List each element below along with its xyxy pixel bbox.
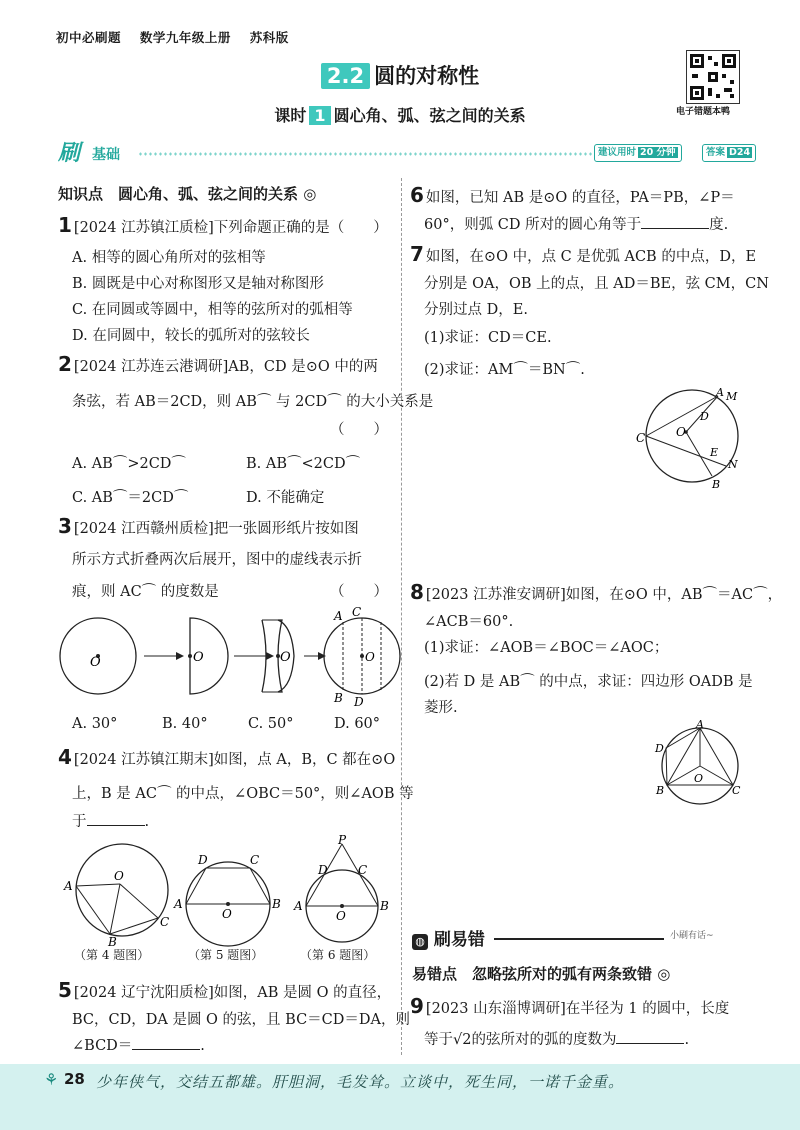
q6-line2-end: 度. bbox=[709, 217, 729, 233]
svg-text:O: O bbox=[222, 907, 232, 921]
svg-text:C: C bbox=[732, 784, 741, 797]
q3-option-d: D. 60° bbox=[334, 716, 381, 732]
q3-line1: [2024 江西赣州质检]把一张圆形纸片按如图 bbox=[73, 521, 359, 537]
svg-text:O: O bbox=[336, 909, 346, 923]
error-point-text: 易错点 忽略弦所对的弧有两条致错 bbox=[412, 965, 653, 983]
page-number: 28 bbox=[64, 1070, 85, 1088]
svg-text:C: C bbox=[250, 853, 260, 867]
section-title bbox=[0, 60, 800, 90]
q8-line1: [2023 江苏淮安调研]如图，在⊙O 中，AB⌒＝AC⌒， bbox=[425, 587, 783, 603]
svg-text:B: B bbox=[380, 899, 389, 913]
svg-text:B: B bbox=[108, 935, 117, 949]
svg-text:O: O bbox=[676, 425, 686, 439]
svg-text:D: D bbox=[655, 742, 664, 755]
q6-stem bbox=[410, 183, 735, 207]
svg-text:D: D bbox=[700, 410, 709, 423]
book-subject: 数学九年级上册 bbox=[139, 30, 231, 45]
svg-text:A: A bbox=[696, 718, 704, 731]
q2-line1: [2024 江苏连云港调研]AB，CD 是⊙O 中的两 bbox=[73, 359, 378, 375]
svg-text:D: D bbox=[198, 853, 208, 867]
q2-number: 2 bbox=[58, 352, 72, 376]
error-icon: ◍ bbox=[412, 934, 428, 950]
q1-number: 1 bbox=[58, 213, 72, 237]
answer-label: 答案 bbox=[706, 147, 726, 158]
q3-line2: 所示方式折叠两次后展开，图中的虚线表示折 bbox=[72, 552, 362, 568]
svg-text:O: O bbox=[365, 650, 375, 664]
knowledge-point-text: 知识点 圆心角、弧、弦之间的关系 bbox=[58, 185, 299, 203]
banner-title: 刷 bbox=[58, 141, 81, 166]
svg-text:N: N bbox=[728, 458, 738, 471]
q4-line1: [2024 江苏镇江期末]如图，点 A，B，C 都在⊙O bbox=[73, 752, 396, 768]
knowledge-point bbox=[58, 183, 316, 204]
book-edition: 苏科版 bbox=[249, 30, 289, 45]
svg-text:A: A bbox=[174, 897, 183, 911]
error-title-text: 刷易错 bbox=[433, 930, 485, 950]
q3-option-c: C. 50° bbox=[248, 716, 294, 732]
svg-text:B: B bbox=[712, 478, 721, 491]
q2-option-b: B. AB⌒<2CD⌒ bbox=[246, 456, 361, 472]
svg-text:E: E bbox=[710, 446, 719, 459]
q6-line2-text: 60°，则弧 CD 所对的圆心角等于 bbox=[424, 217, 642, 233]
footer-motto: 少年侠气，交结五都雄。肝胆洞，毛发耸。立谈中，死生同，一诺千金重。 bbox=[96, 1073, 625, 1091]
target-icon: ◎ bbox=[657, 965, 671, 983]
caption-fig6: （第 6 题图） bbox=[300, 948, 376, 962]
q7-sub2: (2)求证：AM⌒＝BN⌒. bbox=[424, 362, 585, 378]
q7-line1: 如图，在⊙O 中，点 C 是优弧 ACB 的中点，D，E bbox=[425, 249, 757, 265]
answer-value: D24 bbox=[729, 147, 751, 158]
q9-line2-text: 等于√2的弦所对的弧的度数为 bbox=[424, 1032, 617, 1048]
q5-number: 5 bbox=[58, 978, 72, 1002]
svg-text:C: C bbox=[352, 605, 362, 619]
svg-text:A: A bbox=[334, 609, 343, 623]
q7-number: 7 bbox=[410, 242, 424, 266]
svg-text:B: B bbox=[656, 784, 665, 797]
q4-line3: 于 . bbox=[72, 814, 150, 830]
q5-stem bbox=[58, 978, 391, 1002]
q9-answer-blank[interactable] bbox=[616, 1031, 684, 1044]
svg-text:B: B bbox=[272, 897, 281, 911]
book-title: 初中必刷题 bbox=[56, 30, 122, 45]
book-header bbox=[56, 28, 303, 46]
q1-option-c: C. 在同圆或等圆中，相等的弦所对的弧相等 bbox=[72, 302, 353, 318]
q4-number: 4 bbox=[58, 745, 72, 769]
banner-subtitle: 基础 bbox=[92, 147, 120, 163]
time-label: 建议用时 bbox=[598, 147, 637, 158]
qr-code-icon[interactable] bbox=[686, 50, 740, 104]
svg-text:C: C bbox=[636, 431, 646, 445]
q9-number: 9 bbox=[410, 994, 424, 1018]
q7-figure bbox=[636, 384, 750, 491]
svg-text:C: C bbox=[358, 863, 368, 877]
q4-answer-blank[interactable] bbox=[87, 813, 145, 826]
q7-line2: 分别是 OA，OB 上的点，且 AD＝BE，弦 CM，CN bbox=[424, 276, 769, 292]
bookmark-icon: ⚘ bbox=[44, 1070, 59, 1089]
q1-option-a: A. 相等的圆心角所对的弦相等 bbox=[72, 250, 266, 266]
q3-stem bbox=[58, 514, 359, 538]
q2-stem bbox=[58, 352, 378, 376]
q1-line1: [2024 江苏镇江质检]下列命题正确的是（ ） bbox=[73, 220, 388, 236]
q7-line3: 分别过点 D，E. bbox=[424, 302, 528, 318]
q7-stem bbox=[410, 242, 756, 266]
q2-line2: 条弦，若 AB＝2CD，则 AB⌒ 与 2CD⌒ 的大小关系是 bbox=[72, 394, 434, 410]
q7-sub1: (1)求证：CD＝CE. bbox=[424, 330, 552, 346]
time-badge bbox=[594, 144, 682, 162]
q3-option-b: B. 40° bbox=[162, 716, 208, 732]
banner-dots bbox=[138, 151, 593, 157]
lesson-title-text: 圆心角、弧、弦之间的关系 bbox=[333, 106, 526, 125]
svg-text:A: A bbox=[294, 899, 303, 913]
q5-line2: BC，CD，DA 是圆 O 的弦，且 BC＝CD＝DA，则 bbox=[72, 1012, 410, 1028]
svg-text:M: M bbox=[726, 390, 738, 403]
q5-answer-blank[interactable] bbox=[132, 1037, 200, 1050]
svg-text:A: A bbox=[64, 879, 73, 893]
q8-sub2: (2)若 D 是 AB⌒ 的中点，求证：四边形 OADB 是 bbox=[424, 674, 753, 690]
q4-line2: 上，B 是 AC⌒ 的中点，∠OBC＝50°，则∠AOB 等 bbox=[72, 786, 414, 802]
answer-badge bbox=[702, 144, 756, 162]
qr-label: 电子错题本鸭 bbox=[676, 107, 731, 117]
q6-answer-blank[interactable] bbox=[641, 216, 709, 229]
q8-number: 8 bbox=[410, 580, 424, 604]
error-mascot-label: 小刷有话~ bbox=[670, 931, 714, 941]
column-divider bbox=[401, 178, 402, 1055]
caption-fig5: （第 5 题图） bbox=[188, 948, 264, 962]
q5-line3-text: ∠BCD＝ bbox=[72, 1038, 133, 1054]
time-value: 20 分钟 bbox=[640, 147, 676, 158]
q6-line1: 如图，已知 AB 是⊙O 的直径，PA＝PB，∠P＝ bbox=[425, 190, 735, 206]
q2-option-c: C. AB⌒＝2CD⌒ bbox=[72, 490, 189, 506]
q3-paren: （ ） bbox=[330, 584, 388, 600]
q2-paren: （ ） bbox=[330, 422, 388, 438]
svg-text:D: D bbox=[354, 695, 364, 709]
q5-line1: [2024 辽宁沈阳质检]如图，AB 是圆 O 的直径， bbox=[73, 985, 392, 1001]
svg-text:D: D bbox=[318, 863, 328, 877]
svg-text:O: O bbox=[193, 650, 204, 665]
svg-text:C: C bbox=[160, 915, 170, 929]
q9-line1: [2023 山东淄博调研]在半径为 1 的圆中，长度 bbox=[425, 1001, 730, 1017]
error-title-rule bbox=[494, 938, 664, 940]
lesson-prefix: 课时 bbox=[274, 106, 307, 125]
q1-option-b: B. 圆既是中心对称图形又是轴对称图形 bbox=[72, 276, 324, 292]
svg-text:O: O bbox=[90, 655, 101, 670]
figures-4-6 bbox=[60, 833, 400, 949]
q2-option-a: A. AB⌒>2CD⌒ bbox=[72, 456, 186, 472]
q1-stem bbox=[58, 213, 388, 237]
svg-text:O: O bbox=[280, 650, 291, 665]
section-title-text: 圆的对称性 bbox=[374, 64, 480, 88]
q8-stem bbox=[410, 580, 782, 604]
q3-option-a: A. 30° bbox=[72, 716, 118, 732]
error-section-title bbox=[412, 925, 485, 950]
lesson-number: 1 bbox=[309, 106, 330, 125]
error-point bbox=[412, 963, 670, 984]
section-number: 2.2 bbox=[321, 63, 370, 89]
q8-figure bbox=[650, 720, 750, 808]
q9-stem bbox=[410, 994, 729, 1018]
svg-text:P: P bbox=[338, 833, 347, 847]
q9-line2: 等于√2的弦所对的弧的度数为 . bbox=[424, 1032, 690, 1048]
q2-option-d: D. 不能确定 bbox=[246, 490, 325, 506]
caption-fig4: （第 4 题图） bbox=[74, 948, 150, 962]
q8-line2: ∠ACB＝60°. bbox=[424, 614, 514, 630]
q8-sub1: (1)求证：∠AOB＝∠BOC＝∠AOC； bbox=[424, 640, 669, 656]
svg-text:B: B bbox=[334, 691, 343, 705]
q4-line3-text: 于 bbox=[72, 814, 87, 830]
lesson-title bbox=[0, 103, 800, 126]
q4-stem bbox=[58, 745, 395, 769]
q1-option-d: D. 在同圆中，较长的弧所对的弦较长 bbox=[72, 328, 310, 344]
q8-sub2-line2: 菱形. bbox=[424, 700, 458, 716]
q5-line3: ∠BCD＝ . bbox=[72, 1038, 205, 1054]
q3-number: 3 bbox=[58, 514, 72, 538]
q3-figure bbox=[56, 605, 396, 709]
svg-text:A: A bbox=[716, 386, 724, 399]
target-icon: ◎ bbox=[303, 185, 317, 203]
svg-text:O: O bbox=[694, 772, 704, 785]
q6-line2 bbox=[424, 213, 728, 234]
q6-number: 6 bbox=[410, 183, 424, 207]
svg-text:O: O bbox=[114, 869, 124, 883]
q3-line3: 痕，则 AC⌒ 的度数是 bbox=[72, 584, 219, 600]
